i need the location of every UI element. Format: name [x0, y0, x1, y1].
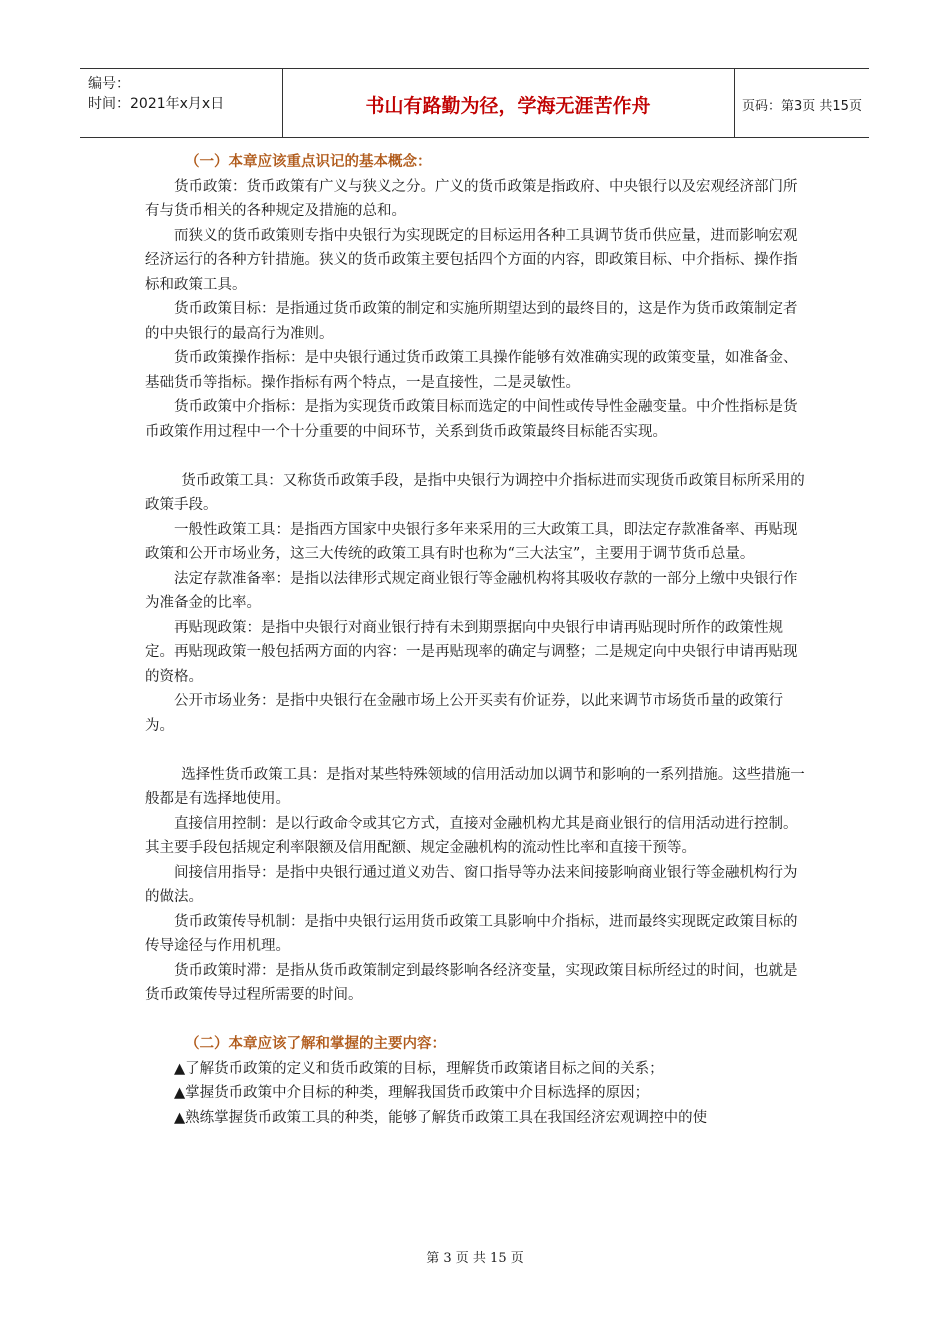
header-page-cell [734, 69, 869, 137]
section-2-title: （二）本章应该了解和掌握的主要内容： [185, 1036, 446, 1052]
paragraph: 一般性政策工具：是指西方国家中央银行多年来采用的三大政策工具，即法定存款准备率、再贴现政策和公开市场业务，这三大传统的政策工具有时也称为“三大法宝”，主要用于调节货币总量。 [145, 521, 798, 562]
paragraph: 法定存款准备率：是指以法律形式规定商业银行等金融机构将其吸收存款的一部分上缴中央银行作为准备金的比率。 [145, 570, 798, 611]
list-item: ▲熟练掌握货币政策工具的种类，能够了解货币政策工具在我国经济宏观调控中的使 [174, 1109, 708, 1126]
code-label: 编号： [88, 76, 130, 92]
paragraph: 直接信用控制：是以行政命令或其它方式，直接对金融机构尤其是商业银行的信用活动进行控制。其主要手段包括规定利率限额及信用配额、规定金融机构的流动性比率和直接干预等。 [145, 815, 798, 856]
header-motto: 书山有路勤为径，学海无涯苦作舟 [365, 95, 651, 117]
paragraph: 而狭义的货币政策则专指中央银行为实现既定的目标运用各种工具调节货币供应量，进而影响宏观经济运行的各种方针措施。狭义的货币政策主要包括四个方面的内容，即政策目标、中介指标、操作指标和政策工具。 [145, 227, 798, 293]
section-1-title: （一）本章应该重点识记的基本概念： [185, 154, 432, 170]
paragraph: 货币政策工具：又称货币政策手段，是指中央银行为调控中介指标进而实现货币政策目标所采用的政策手段。 [145, 472, 805, 513]
list-item: ▲掌握货币政策中介目标的种类，理解我国货币政策中介目标选择的原因； [174, 1085, 650, 1101]
paragraph: 选择性货币政策工具：是指对某些特殊领域的信用活动加以调节和影响的一系列措施。这些措施一般都是有选择地使用。 [145, 766, 805, 807]
paragraph: 再贴现政策：是指中央银行对商业银行持有未到期票据向中央银行申请再贴现时所作的政策性规定。再贴现政策一般包括两方面的内容：一是再贴现率的确定与调整；二是规定向中央银行申请再贴现的资格。 [145, 619, 798, 685]
spacer [145, 738, 805, 763]
list-item: ▲了解货币政策的定义和货币政策的目标，理解货币政策诸目标之间的关系； [174, 1060, 664, 1077]
page-footer: 第 3 页 共 15 页 [426, 1251, 524, 1266]
header-left-cell [80, 69, 283, 137]
paragraph: 货币政策时滞：是指从货币政策制定到最终影响各经济变量，实现政策目标所经过的时间，也就是货币政策传导过程所需要的时间。 [145, 962, 798, 1003]
time-label: 时间：2021年x月x日 [88, 96, 225, 112]
paragraph: 货币政策目标：是指通过货币政策的制定和实施所期望达到的最终目的，这是作为货币政策制定者的中央银行的最高行为准则。 [145, 301, 798, 342]
paragraph: 货币政策：货币政策有广义与狭义之分。广义的货币政策是指政府、中央银行以及宏观经济部门所有与货币相关的各种规定及措施的总和。 [145, 178, 798, 219]
paragraph: 货币政策操作指标：是中央银行通过货币政策工具操作能够有效准确实现的政策变量，如准备金、基础货币等指标。操作指标有两个特点，一是直接性，二是灵敏性。 [145, 350, 798, 391]
header-motto-cell [282, 69, 735, 137]
page-header [80, 68, 869, 138]
paragraph: 货币政策传导机制：是指中央银行运用货币政策工具影响中介指标，进而最终实现既定政策目标的传导途径与作用机理。 [145, 913, 798, 954]
header-page-info: 页码：第3页 共15页 [742, 99, 862, 114]
paragraph: 公开市场业务：是指中央银行在金融市场上公开买卖有价证券，以此来调节市场货币量的政策行为。 [145, 693, 783, 734]
paragraph: 间接信用指导：是指中央银行通过道义劝告、窗口指导等办法来间接影响商业银行等金融机构行为的做法。 [145, 864, 798, 905]
spacer [145, 444, 805, 469]
spacer [145, 1008, 805, 1033]
document-body [145, 150, 805, 1130]
paragraph: 货币政策中介指标：是指为实现货币政策目标而选定的中间性或传导性金融变量。中介性指标是货币政策作用过程中一个十分重要的中间环节，关系到货币政策最终目标能否实现。 [145, 399, 798, 440]
